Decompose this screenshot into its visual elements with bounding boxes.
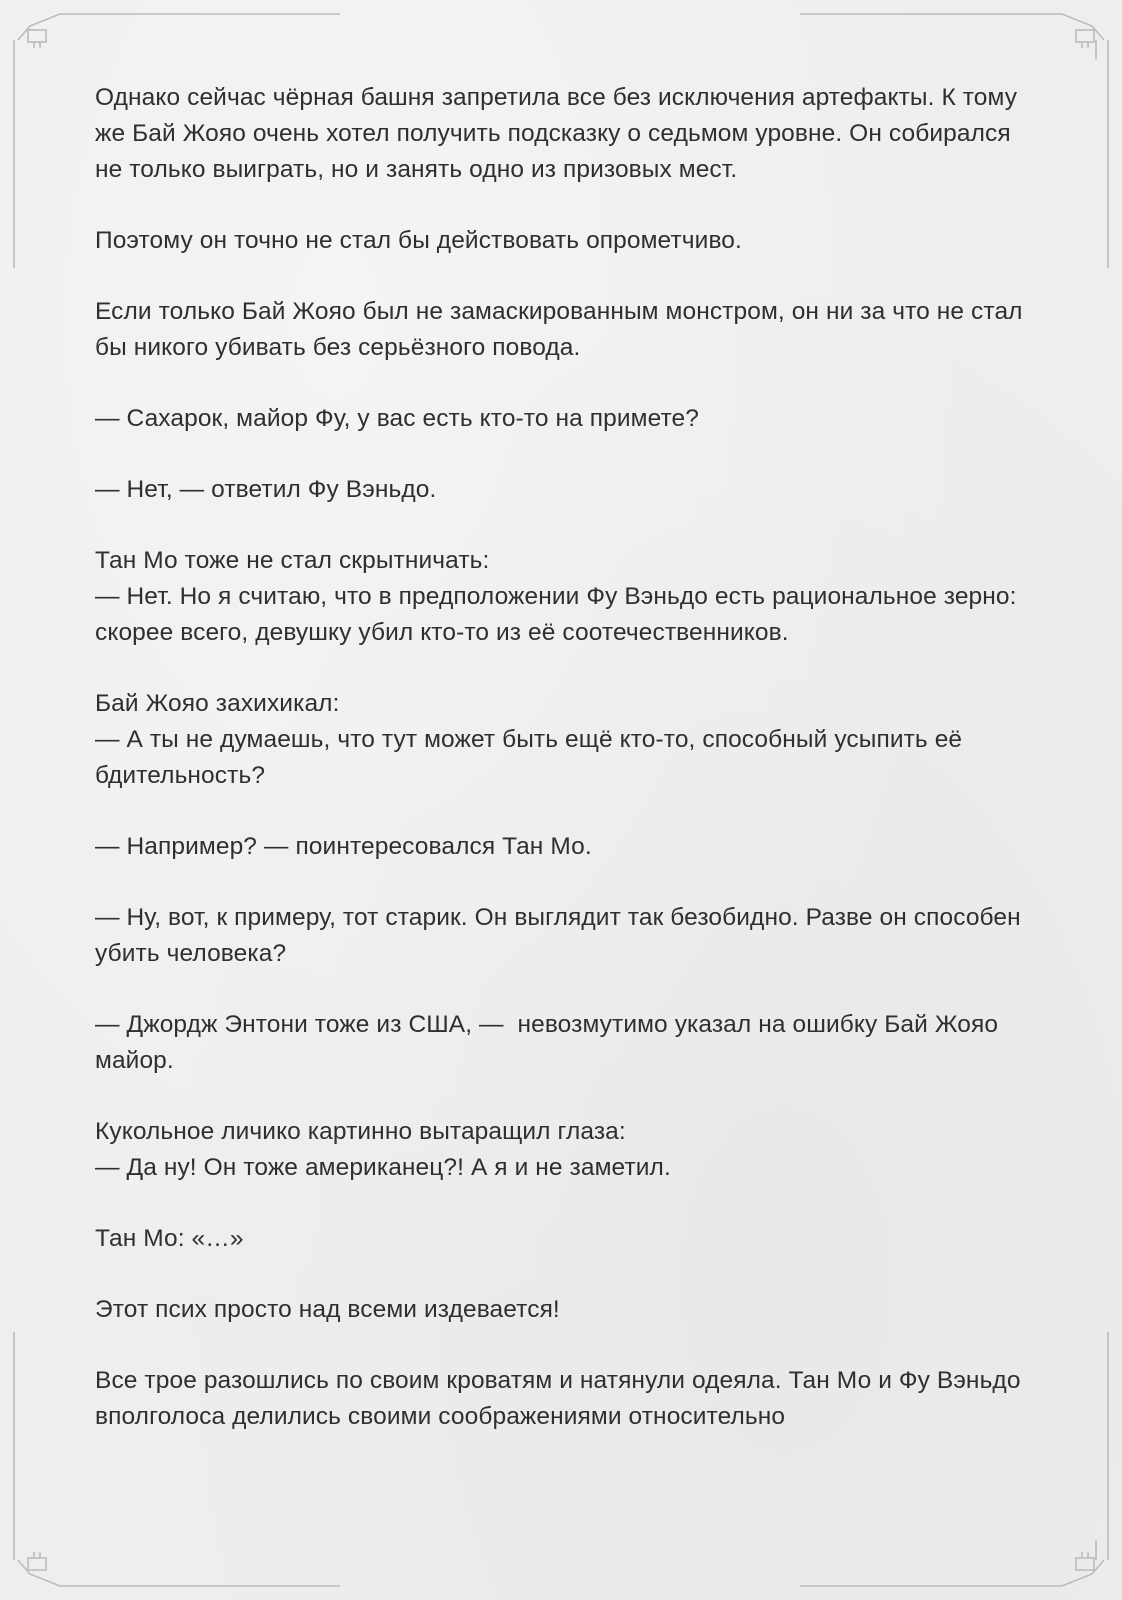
paragraph: Поэтому он точно не стал бы действовать опрометчиво. — [95, 227, 742, 254]
paragraph: Этот псих просто над всеми издевается! — [95, 1296, 560, 1323]
paragraph: Однако сейчас чёрная башня запретила все без исключения артефакты. К тому же Бай Жояо очень хотел получить подсказку о седьмом уровне. Он собирался не только выиграть, но и занять одно из призовых мест. — [95, 84, 1024, 183]
document-body — [95, 80, 1030, 1435]
paragraph: Если только Бай Жояо был не замаскированным монстром, он ни за что не стал бы никого убивать без серьёзного повода. — [95, 298, 1030, 361]
paragraph: — Джордж Энтони тоже из США, — невозмутимо указал на ошибку Бай Жояо майор. — [95, 1011, 1006, 1074]
paragraph: Все трое разошлись по своим кроватям и натянули одеяла. Тан Мо и Фу Вэньдо вполголоса делились своими соображениями относительно — [95, 1367, 1028, 1430]
paragraph: — Нет, — ответил Фу Вэньдо. — [95, 476, 437, 503]
paragraph: Кукольное личико картинно вытаращил глаза: — Да ну! Он тоже американец?! А я и не заметил. — [95, 1118, 671, 1181]
paragraph: Тан Мо тоже не стал скрытничать: — Нет. Но я считаю, что в предположении Фу Вэньдо есть рациональное зерно: скорее всего, девушку убил кто-то из её соотечественников. — [95, 547, 1017, 646]
paragraph: Тан Мо: «…» — [95, 1225, 244, 1252]
paragraph: Бай Жояо захихикал: — А ты не думаешь, что тут может быть ещё кто-то, способный усыпить её бдительность? — [95, 690, 963, 789]
paragraph: — Например? — поинтересовался Тан Мо. — [95, 833, 592, 860]
paragraph: — Сахарок, майор Фу, у вас есть кто-то на примете? — [95, 405, 699, 432]
paragraph: — Ну, вот, к примеру, тот старик. Он выглядит так безобидно. Разве он способен убить человека? — [95, 904, 1028, 967]
